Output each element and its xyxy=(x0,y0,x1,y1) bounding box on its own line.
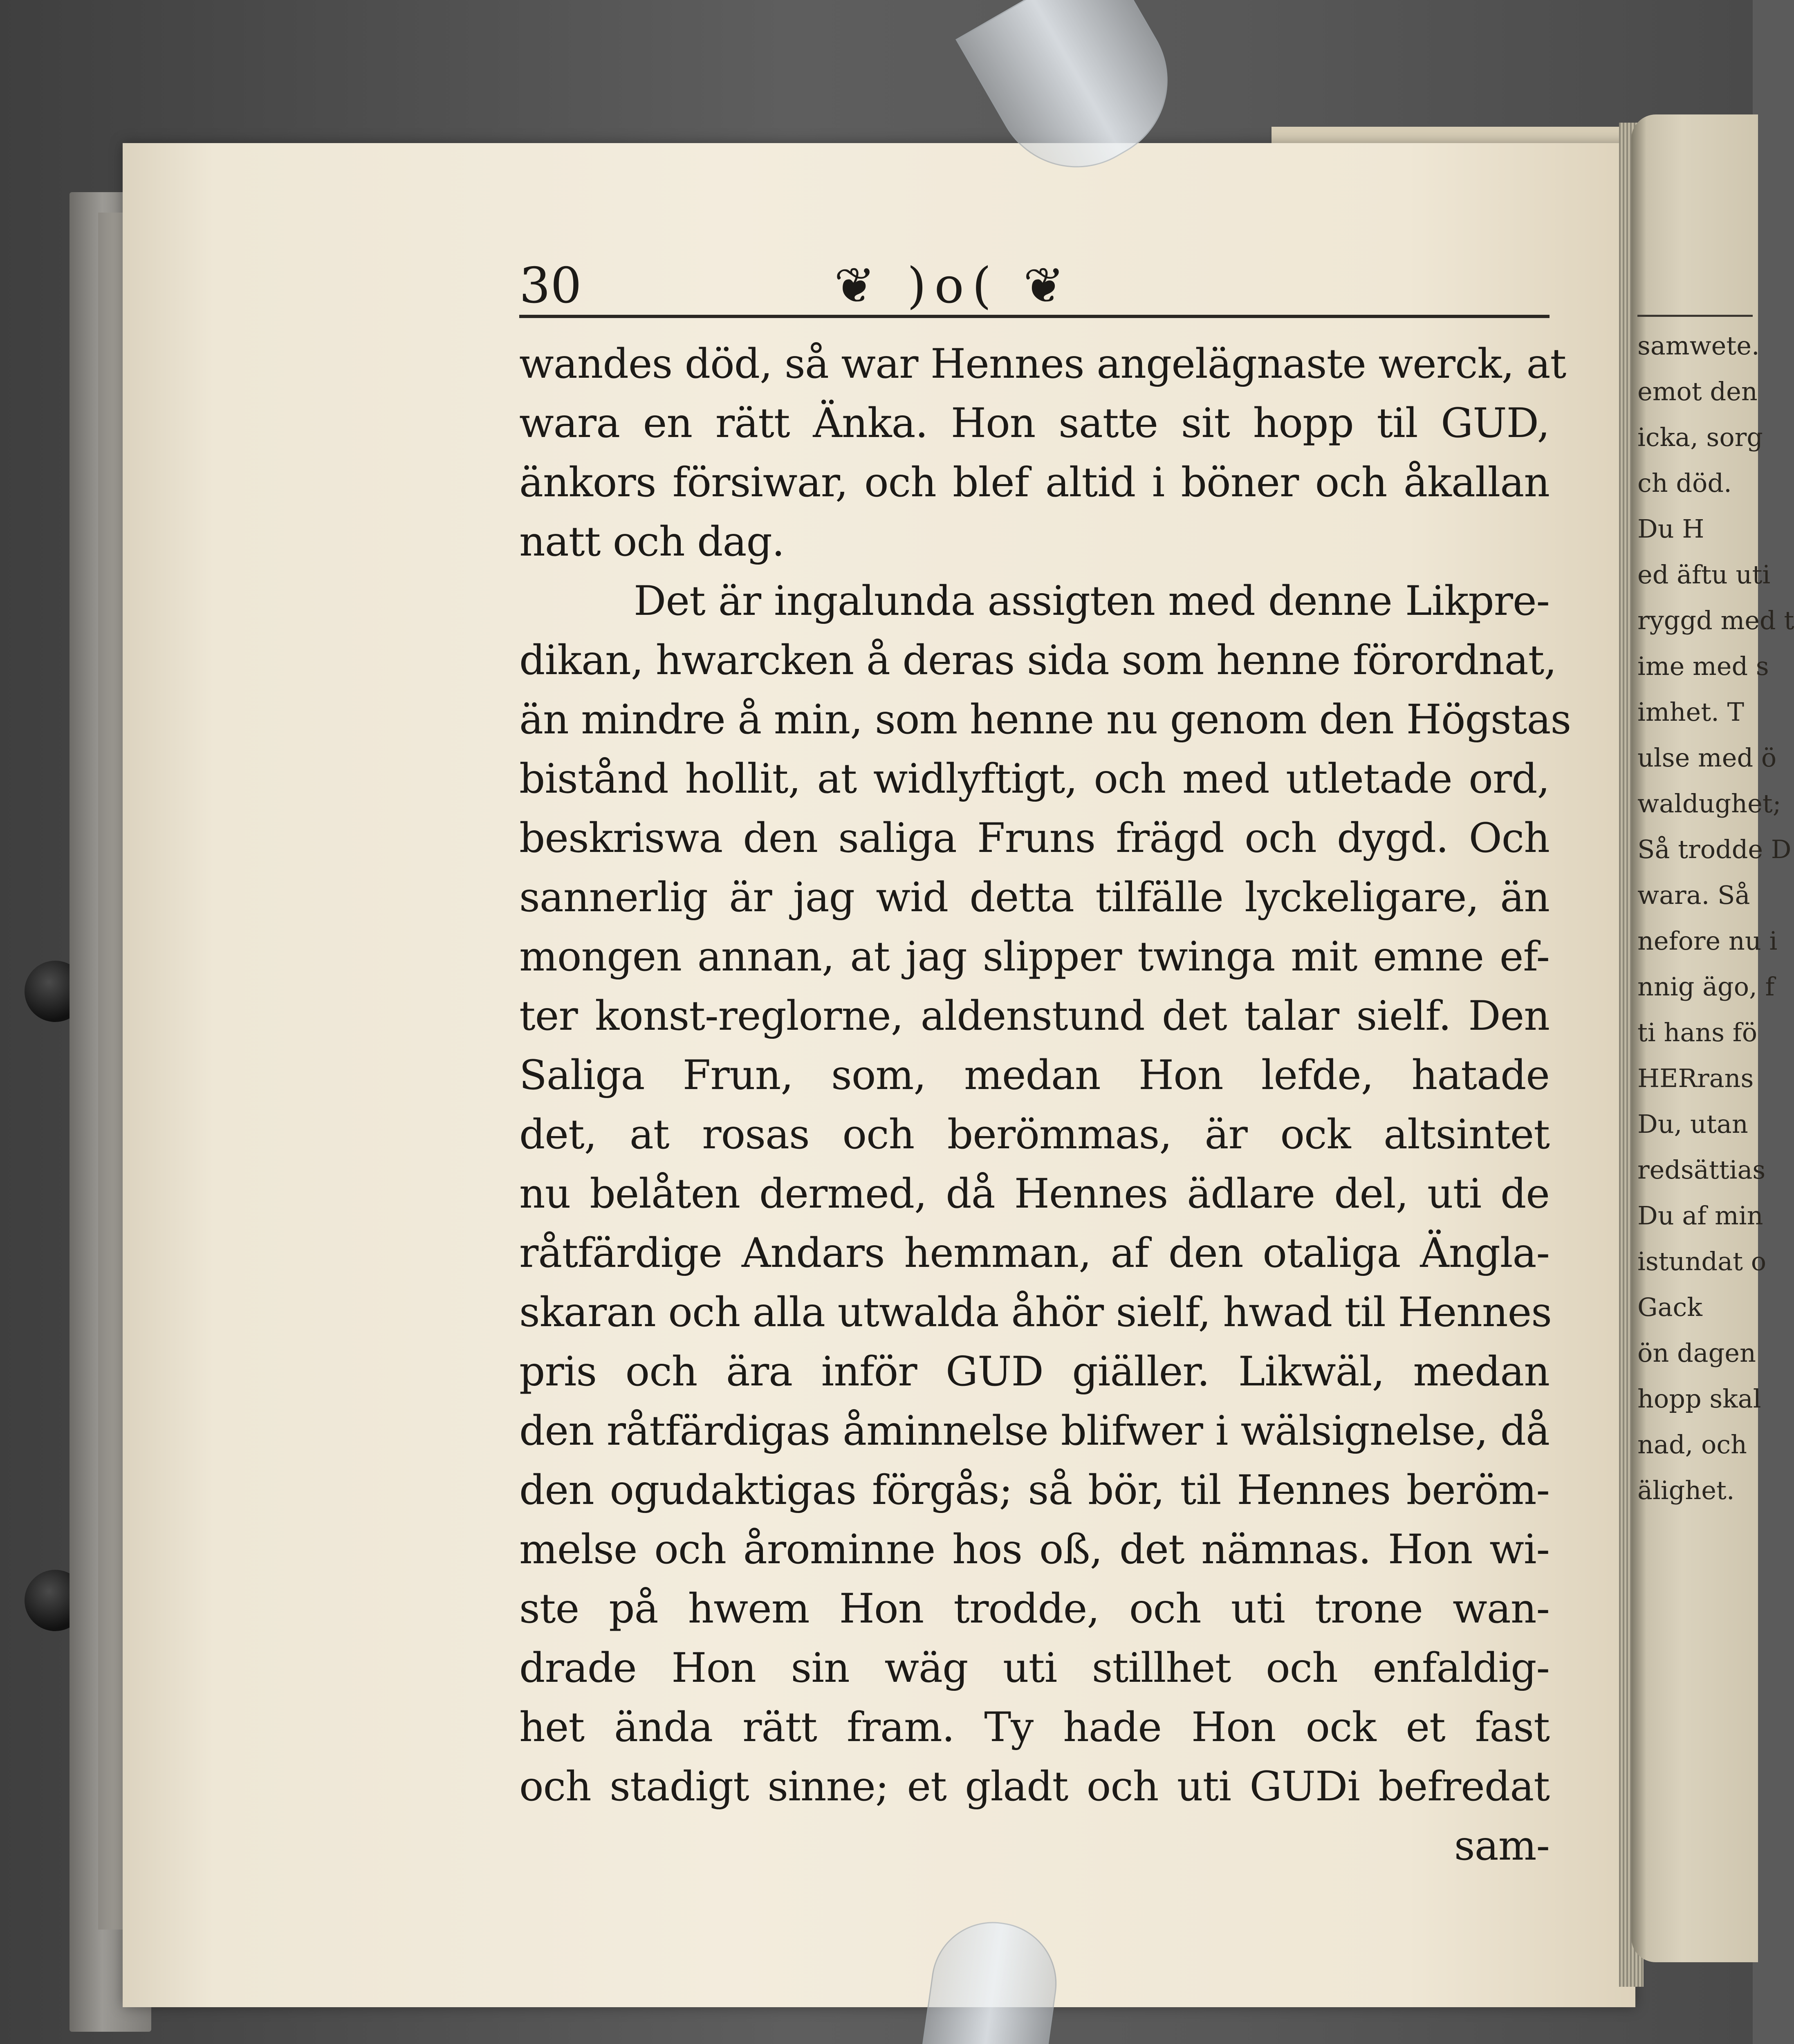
facing-text-line: imhet. T xyxy=(1637,697,1744,727)
facing-text-line: wara. Så xyxy=(1637,880,1750,910)
body-text xyxy=(519,334,1571,1816)
running-header xyxy=(519,253,1550,318)
catchword: sam- xyxy=(1454,1822,1550,1869)
facing-text-line: redsättias xyxy=(1637,1155,1766,1185)
text-line: Saliga Frun, som, medan Hon lefde, hatade xyxy=(519,1052,1550,1099)
text-line: natt och dag. xyxy=(519,518,785,565)
facing-text-line: ön dagen xyxy=(1637,1338,1756,1368)
text-line: melse och årominne hos oß, det nämnas. Hon wi- xyxy=(519,1526,1550,1573)
facing-text-line: ti hans fö xyxy=(1637,1018,1758,1047)
facing-text-line: nnig ägo, f xyxy=(1637,972,1775,1002)
facing-text-line: Du af min xyxy=(1637,1201,1763,1230)
header-ornament: ❦ )o( ❦ xyxy=(834,258,1073,314)
text-line: ter konst-reglorne, aldenstund det talar sielf. Den xyxy=(519,993,1550,1040)
text-line: beskriswa den saliga Fruns frägd och dygd. Och xyxy=(519,815,1550,862)
text-line: mongen annan, at jag slipper twinga mit emne ef- xyxy=(519,933,1550,980)
text-line: drade Hon sin wäg uti stillhet och enfaldig- xyxy=(519,1645,1550,1692)
facing-text-line: emot den xyxy=(1637,377,1758,406)
facing-text-line: Du H xyxy=(1637,514,1704,544)
facing-text-line: ulse med ö xyxy=(1637,743,1777,773)
facing-text-line: istundat o xyxy=(1637,1246,1767,1276)
facing-text-line: nad, och xyxy=(1637,1430,1747,1459)
facing-page-text xyxy=(1637,323,1794,1513)
text-line: ste på hwem Hon trodde, och uti trone wan- xyxy=(519,1585,1550,1632)
text-line: bistånd hollit, at widlyftigt, och med utletade ord, xyxy=(519,755,1550,802)
text-line: het ända rätt fram. Ty hade Hon ock et fast xyxy=(519,1704,1550,1751)
facing-text-line: älighet. xyxy=(1637,1475,1735,1505)
facing-text-line: Så trodde D xyxy=(1637,834,1792,864)
facing-page-rule xyxy=(1637,315,1753,317)
page-text-block xyxy=(519,253,1571,1876)
text-line: sannerlig är jag wid detta tilfälle lyckeligare, än xyxy=(519,874,1550,921)
text-line: den ogudaktigas förgås; så bör, til Hennes beröm- xyxy=(519,1467,1550,1514)
facing-text-line: icka, sorg xyxy=(1637,422,1763,452)
text-line: änkors försiwar, och blef altid i böner och åkallan xyxy=(519,459,1550,506)
facing-text-line: samwete. xyxy=(1637,331,1760,361)
text-line: wara en rätt Änka. Hon satte sit hopp til GUD, xyxy=(519,400,1550,447)
facing-text-line: ed äftu uti xyxy=(1637,560,1771,589)
facing-text-line: nefore nu i xyxy=(1637,926,1778,956)
text-line: och stadigt sinne; et gladt och uti GUDi befredat xyxy=(519,1763,1550,1810)
facing-text-line: hopp skal xyxy=(1637,1384,1761,1414)
page-number: 30 xyxy=(519,258,582,314)
facing-text-line: HERrans xyxy=(1637,1063,1754,1093)
text-line: pris och ära inför GUD giäller. Likwäl, medan xyxy=(519,1348,1550,1395)
text-line: råtfärdige Andars hemman, af den otaliga Ängla- xyxy=(519,1230,1550,1277)
text-line: skaran och alla utwalda åhör sielf, hwad til Hennes xyxy=(519,1289,1552,1336)
facing-text-line: Gack xyxy=(1637,1292,1702,1322)
text-line: den råtfärdigas åminnelse blifwer i wälsignelse, då xyxy=(519,1407,1550,1455)
text-line: wandes död, så war Hennes angelägnaste werck, at xyxy=(519,341,1566,388)
facing-text-line: waldughet; xyxy=(1637,789,1781,818)
text-line: det, at rosas och berömmas, är ock altsintet xyxy=(519,1111,1550,1158)
text-line: dikan, hwarcken å deras sida som henne förordnat, xyxy=(519,637,1556,684)
text-line: än mindre å min, som henne nu genom den Högstas xyxy=(519,696,1571,743)
facing-text-line: Du, utan xyxy=(1637,1109,1748,1139)
text-line: nu belåten dermed, då Hennes ädlare del, uti de xyxy=(519,1170,1550,1217)
facing-text-line: ime med s xyxy=(1637,651,1769,681)
facing-text-line: ch död. xyxy=(1637,468,1732,498)
text-line: Det är ingalunda assigten med denne Likpre- xyxy=(634,578,1550,625)
facing-text-line: ryggd med t xyxy=(1637,605,1794,635)
